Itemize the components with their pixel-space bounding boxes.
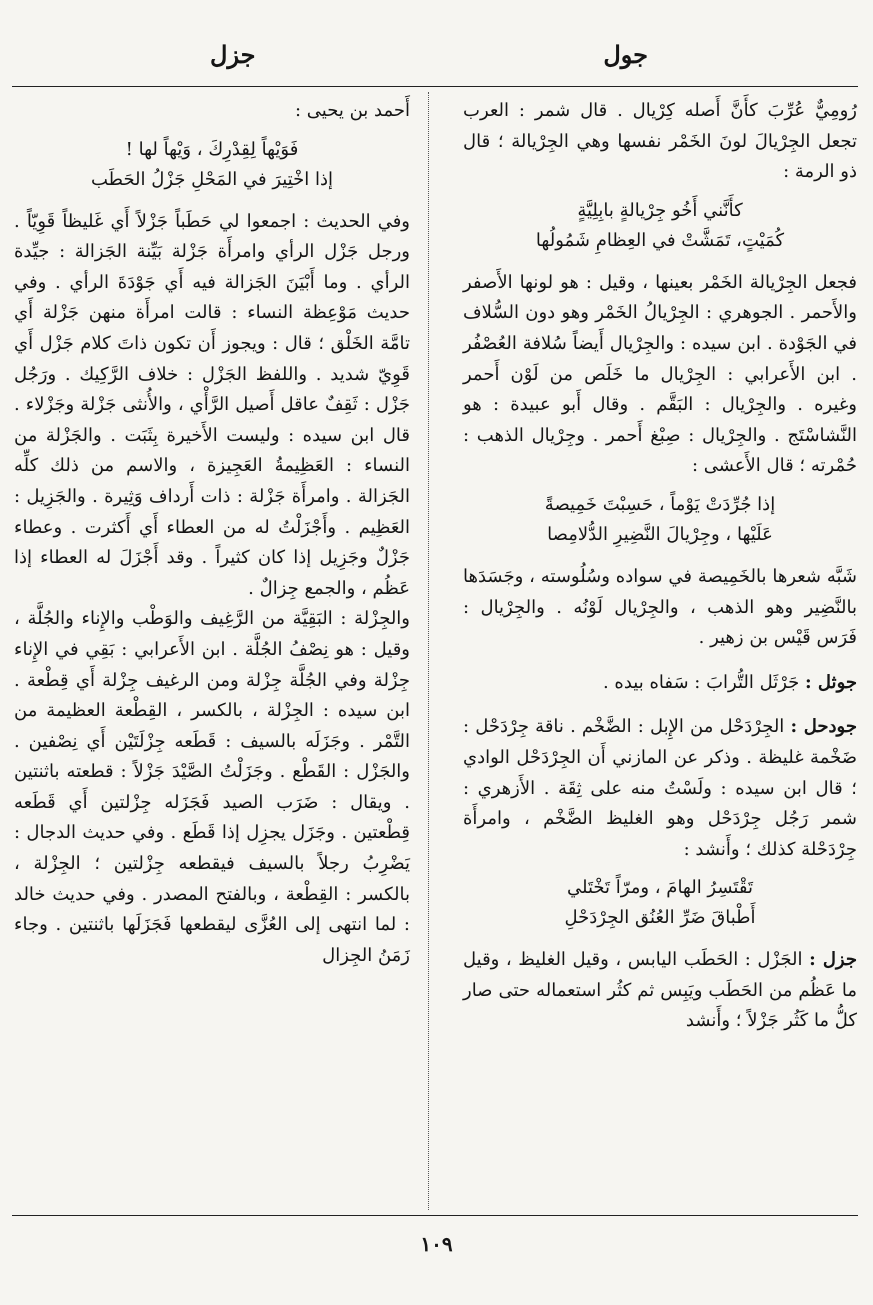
entry xyxy=(463,668,857,699)
verse xyxy=(14,135,410,195)
verse xyxy=(463,490,857,550)
paragraph: وفي الحديث : اجمعوا لي حَطَباً جَزْلاً أَي غَليظاً قَوِيّاً . ورجل جَزْل الرأي وامرأَة جَزْلة بَيِّنة الجَزالة : جيِّدة الرأي . وما أَبْيَنَ الجَزالة فيه أَي جَوْدَةَ الرأي . وفي حديث مَوْعِظة النساء : قالت امرأَة منهن جَزْلة أَي تامَّة الخَلْق ؛ قال : ويجوز أَن تكون ذاتَ كلام جَزْل أَي قَوِيّ شديد . واللفظ الجَزْل : خلاف الرَّكِيك . ورَجُل جَزْل : ثَقِفٌ عاقل أَصيل الرَّأْي ، والأُنثى جَزْلة وجَزْلاء . قال ابن سيده : وليست الأَخيرة بِثَبَت . والجَزْلة من النساء : العَظِيمةُ العَجِيزة ، والاسم من ذلك كلِّه الجَزالة . وامرأَة جَزْلة : ذات أَرداف وَثِيرة . والجَزِيل : العَظِيم . وأَجْزَلْتُ له من العطاء أَي أَكثرت . وعطاء جَزْلٌ وجَزِيل إذا كان كثيراً . وقد أَجْزَلَ له العطاء إذا عَظُم ، والجمع جِزالٌ . xyxy=(14,210,410,599)
page-header xyxy=(0,40,873,80)
entry xyxy=(463,712,857,865)
verse-line: أَطْباقَ ضَرِّ العُنُق الجِرْدَحْلِ xyxy=(564,907,756,929)
verse xyxy=(463,196,857,256)
paragraph: رُومِيٌّ عُرِّبَ كأَنَّ أَصله كِرْيال . قال شمر : العرب تجعل الجِرْيالَ لونَ الخَمْر نفسها وهي الجِرْيالة ؛ قال ذو الرمة : xyxy=(463,100,857,183)
header-left-word: جزل xyxy=(210,40,256,69)
entry-text: جَرْثَل التُّرابَ : سَفاه بيده . xyxy=(602,671,800,693)
entry-text: الجَزْل : الحَطَب اليابس ، وقيل الغليظ ، وقيل ما عَظُم من الحَطَب ويَبِس ثم كثُر استعماله حتى صار كلُّ ما كَثُر جَزْلاً ؛ وأَنشد xyxy=(463,949,857,1032)
paragraph: أَحمد بن يحيى : xyxy=(295,100,410,121)
bottom-rule xyxy=(12,1215,858,1216)
verse-line: كأَنَّني أَخُو جِرْيالةٍ بابِلِيَّةٍ xyxy=(577,199,743,221)
paragraph: شَبَّه شعرها بالخَمِيصة في سواده وسُلُوسته ، وجَسَدَها بالنَّضِير وهو الذهب ، والجِرْيال لَوْنُه . والجِرْيال : فَرَس قَيْس بن زهير . xyxy=(463,565,857,649)
left-column xyxy=(14,96,410,971)
verse-line: عَلَيْها ، وجِرْيالَ النَّضِيرِ الدُّلامِصا xyxy=(547,523,773,545)
entry-headword: جزل : xyxy=(809,949,857,971)
column-divider xyxy=(428,92,429,1210)
paragraph: فجعل الجِرْيالة الخَمْر بعينها ، وقيل : هو لونها الأَصفر والأَحمر . الجوهري : الجِرْيالُ الخَمْر وهو دون السُّلاف في الجَوْدة . ابن سيده : والجِرْيال أَيضاً سُلافة العُصْفُر . ابن الأَعرابي : الجِرْيال ما خَلَص من لَوْن أَحمر وغيره . والجِرْيال : البَقَّم . وقال أَبو عبيدة : هو النَّشاسْتَج . والجِرْيال : صِبْغ أَحمر . وجِرْيال الذهب : حُمْرته ؛ قال الأَعشى : xyxy=(463,271,857,477)
paragraph: والجِزْلة : البَقِيَّة من الرَّغِيف والوَطْب والإِناء والجُلَّة ، وقيل : هو نِصْفُ الجُلَّة . ابن الأَعرابي : بَقِي في الإِناء جِزْلة وفي الجُلَّة جِزْلة ومن الرغيف جِزْلة أَي قِطْعة . ابن سيده : الجِزْلة ، بالكسر ، القِطْعة العظيمة من التَّمْر . وجَزَلَه بالسيف : قَطَعه جِزْلَتَيْن أَي نِصْفين . والجَزْل : القَطْع . وجَزَلْتُ الصَّيْدَ جَزْلاً : قطعته باثنتين . ويقال : ضَرَب الصيد فَجَزَله جِزْلتين أَي قَطَعه قِطْعتين . وجَزَل يجزِل إذا قَطَع . وفي حديث الدجال : يَضْرِبُ رجلاً بالسيف فيقطعه جِزْلتين ؛ الجِزْلة ، بالكسر : القِطْعة ، وبالفتح المصدر . وفي حديث خالد : لما انتهى إلى العُزَّى ليقطعها فَجَزَلَها باثنتين . وجاء زَمَنُ الجِزال xyxy=(14,608,410,966)
verse-line: كُمَيْتٍ، تَمَشَّتْ في العِظامِ شَمُولُها xyxy=(535,229,785,251)
verse-line: إذا اخْتِيرَ في المَحْلِ جَزْلُ الحَطَب xyxy=(91,168,333,190)
entry-headword: جودحل : xyxy=(790,716,857,738)
verse-line: تَقْتَسِرُ الهامَ ، ومرّاً تَخْتَلي xyxy=(567,877,753,899)
entry-headword: جوثل : xyxy=(805,671,857,693)
page-number: ١٠٩ xyxy=(420,1232,453,1256)
header-right-word: جول xyxy=(603,40,648,69)
entry-text: الجِرْدَحْل من الإِبل : الضَّخْم . ناقة جِرْدَحْل : ضَخْمة غليظة . وذكر عن المازني أَن الجِرْدَحْل الوادي ؛ قال ابن سيده : ولَسْتُ منه على ثِقَة . الأَزهري : شمر رَجُل جِرْدَحْل وهو الغليظ الضَّخْم ، وامرأَة جِرْدَحْلة كذلك ؛ وأَنشد : xyxy=(463,716,857,860)
verse xyxy=(463,873,857,933)
verse-line: إذا جُرِّدَتْ يَوْماً ، حَسِبْتَ خَمِيصةً xyxy=(544,493,776,515)
entry xyxy=(463,945,857,1037)
top-rule xyxy=(12,86,858,87)
right-column xyxy=(463,96,857,1037)
verse-line: فَوَيْهاً لِقِدْرِكَ ، وَيْهاً لها ! xyxy=(125,138,299,160)
